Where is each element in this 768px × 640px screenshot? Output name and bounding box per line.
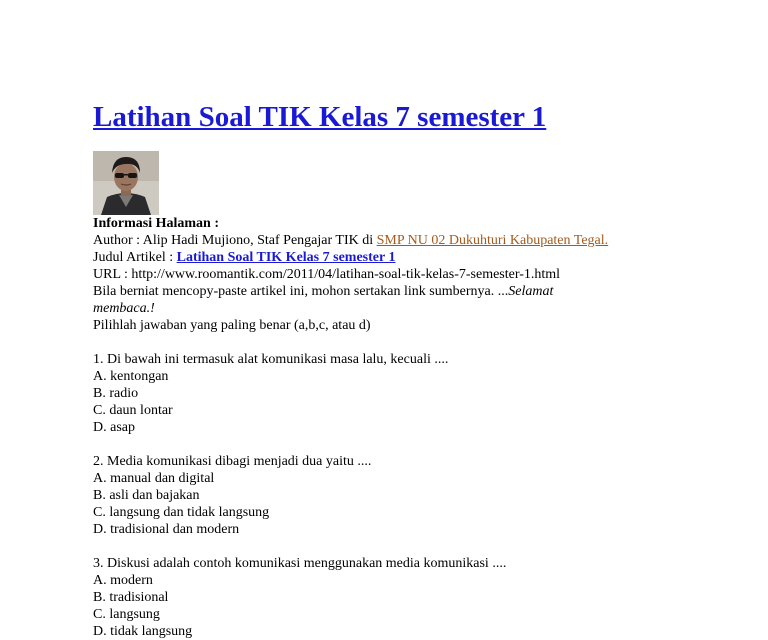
school-link[interactable]: SMP NU 02 Dukuhturi Kabupaten Tegal. bbox=[376, 233, 609, 248]
copy-notice-italic-2: membaca.! bbox=[93, 301, 155, 316]
question-3-option-a: A. modern bbox=[93, 573, 153, 588]
question-1: 1. Di bawah ini termasuk alat komunikasi masa lalu, kecuali .... bbox=[93, 352, 449, 367]
author-line bbox=[93, 232, 713, 249]
question-1-option-b: B. radio bbox=[93, 386, 139, 401]
question-3-option-b: B. tradisional bbox=[93, 590, 169, 605]
spacer bbox=[93, 334, 713, 351]
judul-line bbox=[93, 249, 713, 266]
copy-notice: Bila berniat mencopy-paste artikel ini, mohon sertakan link sumbernya. ... bbox=[93, 284, 509, 299]
question-3-option-c: C. langsung bbox=[93, 607, 160, 622]
author-prefix: Author : Alip Hadi Mujiono, Staf Pengajar TIK di bbox=[93, 233, 377, 248]
question-2-option-b: B. asli dan bajakan bbox=[93, 488, 200, 503]
instruction: Pilihlah jawaban yang paling benar (a,b,c, atau d) bbox=[93, 318, 371, 333]
spacer bbox=[93, 538, 713, 555]
copy-notice-italic-1: Selamat bbox=[508, 284, 554, 299]
copy-notice-line bbox=[93, 283, 713, 300]
judul-link[interactable]: Latihan Soal TIK Kelas 7 semester 1 bbox=[176, 250, 396, 265]
question-2: 2. Media komunikasi dibagi menjadi dua yaitu .... bbox=[93, 454, 372, 469]
question-1-option-d: D. asap bbox=[93, 420, 135, 435]
judul-prefix: Judul Artikel : bbox=[93, 250, 177, 265]
question-2-option-d: D. tradisional dan modern bbox=[93, 522, 240, 537]
url-line: URL : http://www.roomantik.com/2011/04/latihan-soal-tik-kelas-7-semester-1.html bbox=[93, 267, 561, 282]
article-body bbox=[93, 215, 713, 640]
question-2-option-a: A. manual dan digital bbox=[93, 471, 215, 486]
spacer bbox=[93, 436, 713, 453]
question-1-option-c: C. daun lontar bbox=[93, 403, 173, 418]
info-heading: Informasi Halaman : bbox=[93, 216, 219, 231]
question-2-option-c: C. langsung dan tidak langsung bbox=[93, 505, 270, 520]
question-1-option-a: A. kentongan bbox=[93, 369, 169, 384]
article-title bbox=[93, 100, 546, 134]
author-photo-icon bbox=[93, 151, 159, 215]
question-3: 3. Diskusi adalah contoh komunikasi menggunakan media komunikasi .... bbox=[93, 556, 507, 571]
question-3-option-d: D. tidak langsung bbox=[93, 624, 193, 639]
article-title-link[interactable]: Latihan Soal TIK Kelas 7 semester 1 bbox=[93, 101, 547, 133]
author-avatar bbox=[93, 151, 159, 215]
